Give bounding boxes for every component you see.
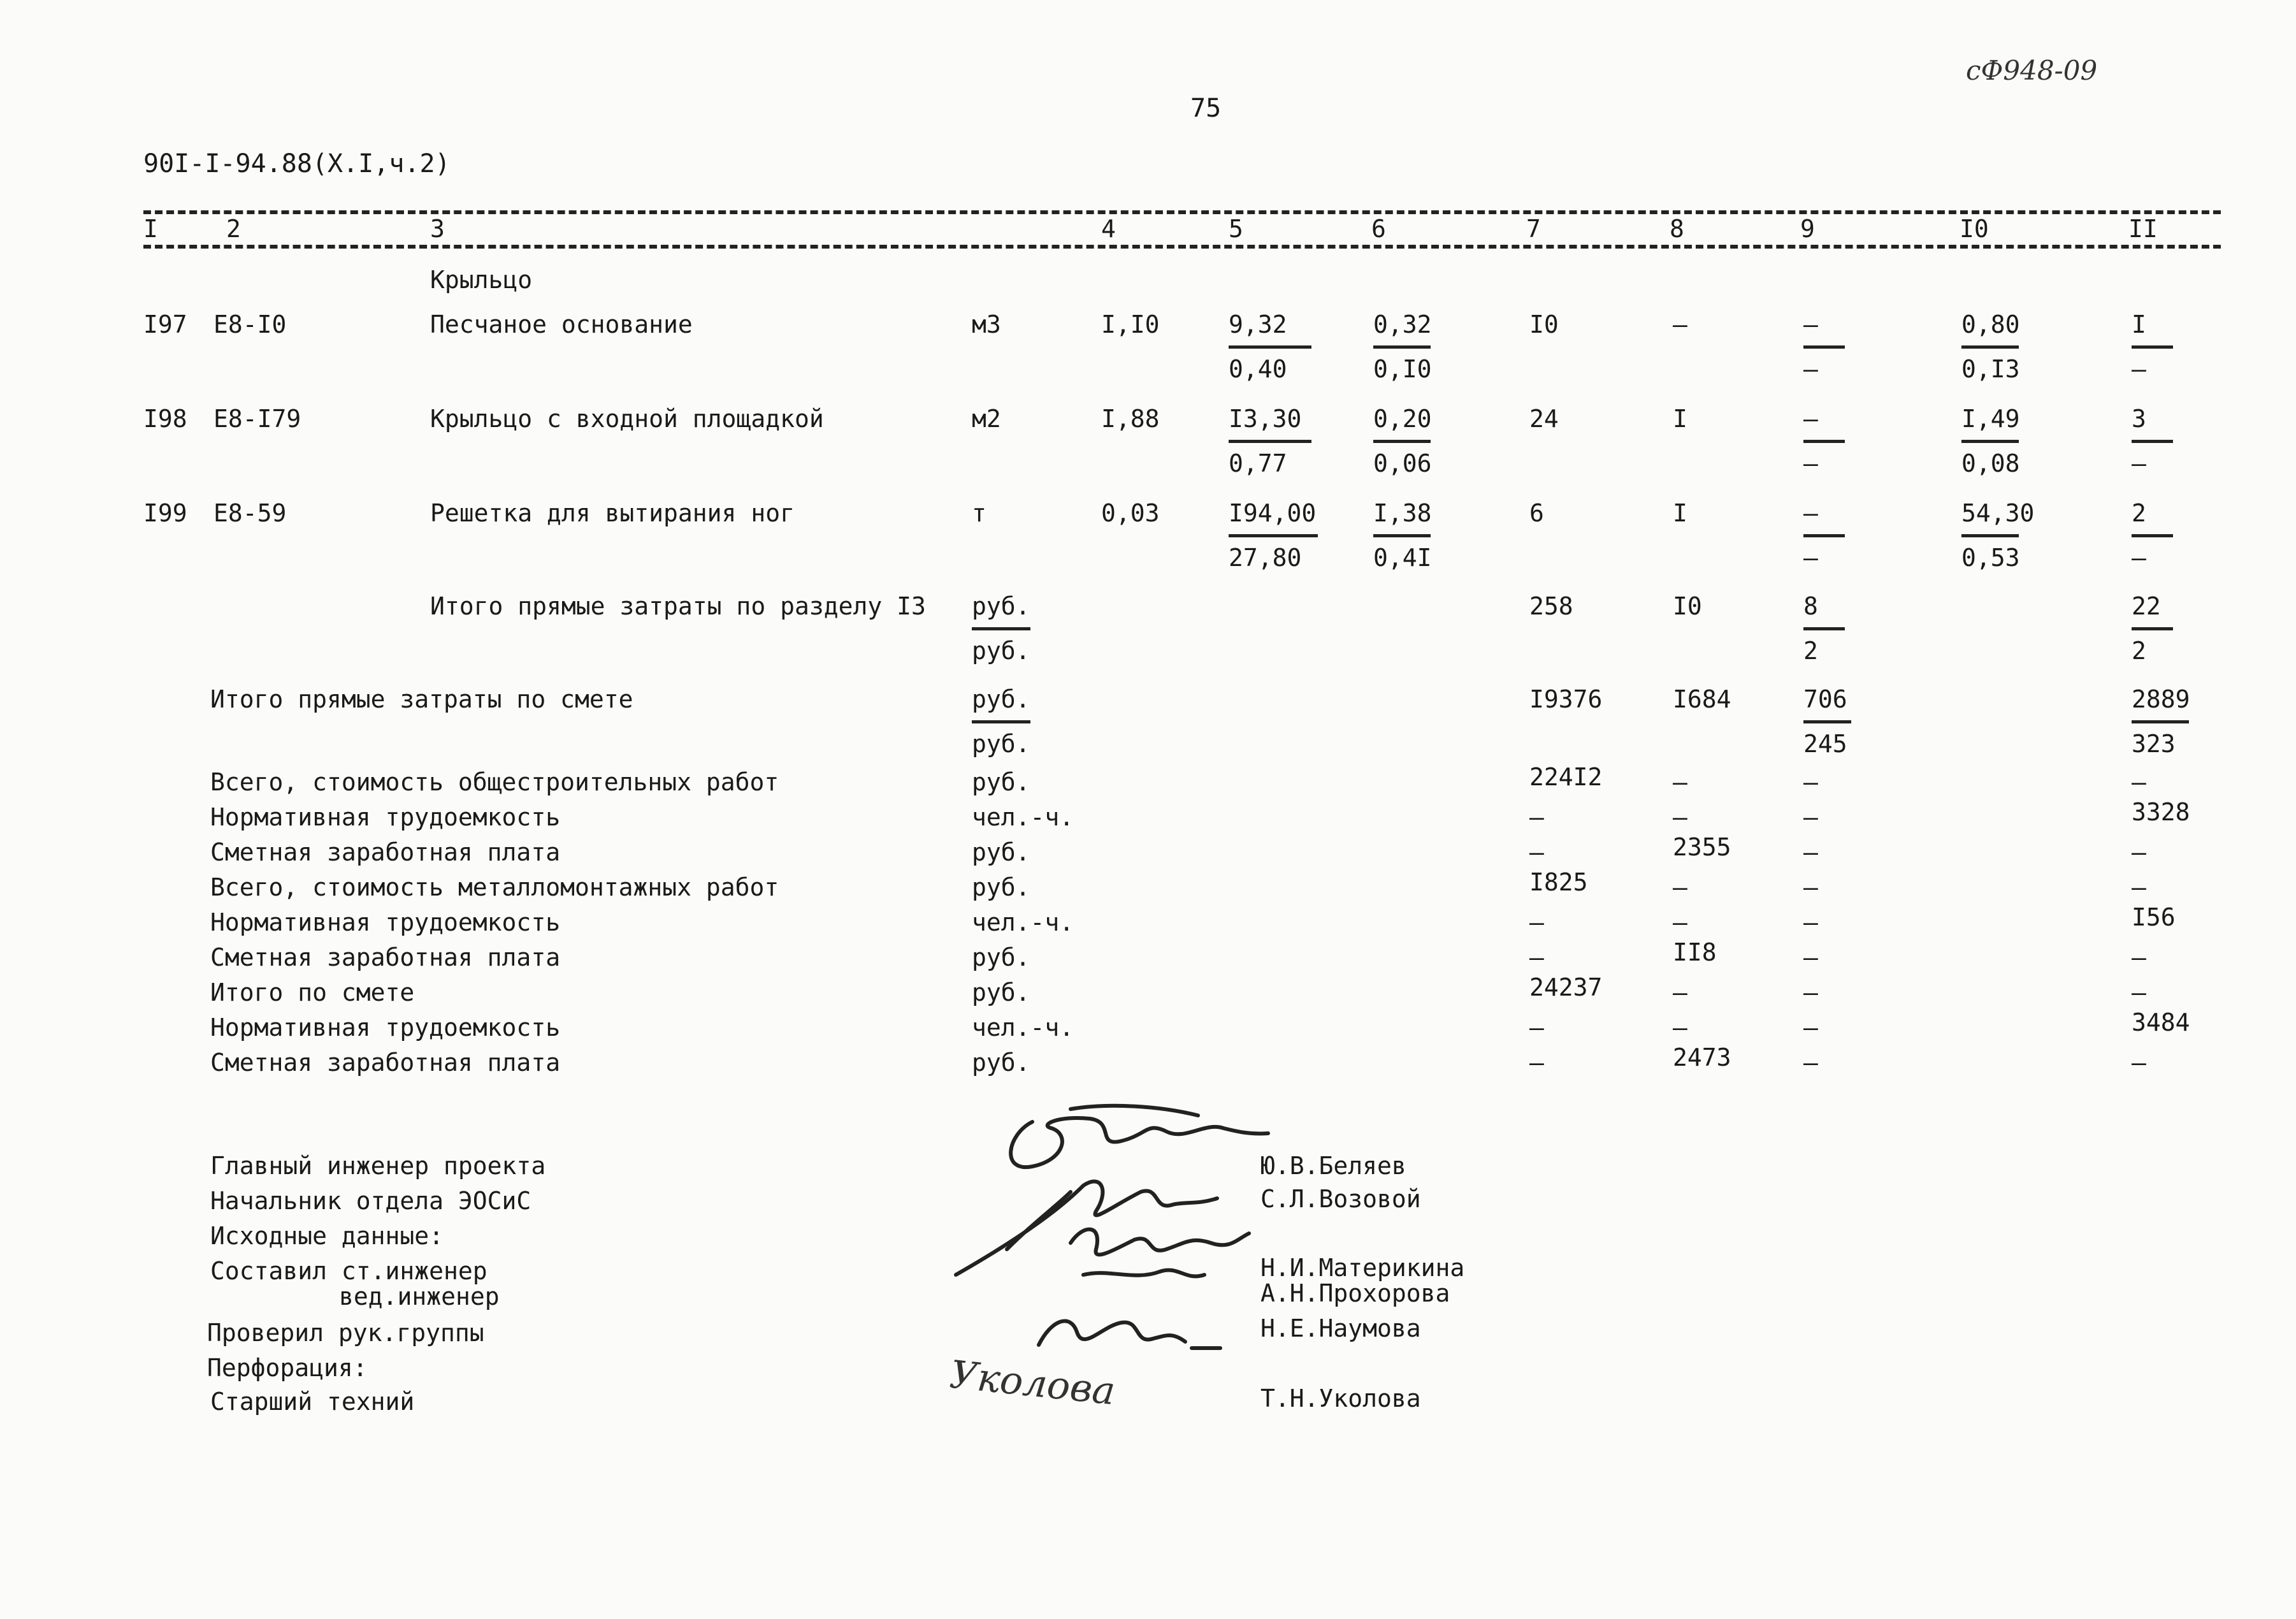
col8-value: I	[1673, 499, 1687, 527]
row-number: I99	[143, 499, 187, 527]
denominator: руб.	[972, 730, 1030, 758]
col9-value: –	[1803, 873, 1818, 901]
denominator: 0,77	[1229, 449, 1287, 477]
numerator: 706	[1803, 685, 1847, 713]
signature-compiled	[1058, 1211, 1255, 1300]
summary-unit: руб.	[972, 873, 1030, 901]
numerator: руб.	[972, 592, 1030, 620]
summary-unit: чел.-ч.	[972, 908, 1074, 936]
denominator: 0,I0	[1373, 355, 1432, 383]
numerator: 2889	[2132, 685, 2190, 713]
col11-value: –	[2132, 838, 2146, 866]
numerator: 3	[2132, 405, 2146, 433]
numerator: 0,32	[1373, 310, 1432, 338]
col8-value: –	[1673, 803, 1687, 831]
col7-value: 24237	[1529, 973, 1603, 1001]
col8-value: –	[1673, 873, 1687, 901]
col11-value: –	[2132, 978, 2146, 1006]
numerator: 0,80	[1961, 310, 2020, 338]
denominator: 323	[2132, 730, 2176, 758]
summary-unit: руб.	[972, 943, 1030, 971]
column-header: 8	[1670, 215, 1684, 243]
name-checked: Н.Е.Наумова	[1260, 1314, 1421, 1342]
col9-value: –	[1803, 768, 1818, 796]
quantity: I,88	[1101, 405, 1160, 433]
denominator: 0,I3	[1961, 355, 2020, 383]
col11-value: –	[2132, 1049, 2146, 1077]
summary-unit: руб.	[972, 978, 1030, 1006]
col8-value: II8	[1673, 938, 1717, 966]
col11-value: I56	[2132, 903, 2176, 931]
col8-value: I	[1673, 405, 1687, 433]
role-department-head: Начальник отдела ЭОСиС	[210, 1187, 531, 1215]
header-bottom-rule	[143, 245, 2221, 249]
denominator: –	[1803, 355, 1818, 383]
summary-label: Сметная заработная плата	[210, 1049, 561, 1077]
column-header: 7	[1526, 215, 1541, 243]
col7-value: –	[1529, 908, 1544, 936]
summary-label: Сметная заработная плата	[210, 838, 561, 866]
col9-value: –	[1803, 1049, 1818, 1077]
role-checked: Проверил рук.группы	[207, 1319, 484, 1347]
rate-code: E8-59	[213, 499, 287, 527]
handwritten-ukolova: Уколова	[948, 1352, 1118, 1414]
numerator: 54,30	[1961, 499, 2035, 527]
summary-unit: чел.-ч.	[972, 1013, 1074, 1042]
total-cost: 258	[1529, 592, 1573, 620]
col7-value: 224I2	[1529, 763, 1603, 791]
col9-value: –	[1803, 978, 1818, 1006]
denominator: –	[1803, 544, 1818, 572]
unit: м3	[972, 310, 1001, 338]
col7-value: –	[1529, 943, 1544, 971]
denominator: 245	[1803, 730, 1847, 758]
col7-value: –	[1529, 1013, 1544, 1042]
rate-code: E8-I0	[213, 310, 287, 338]
summary-label: Нормативная трудоемкость	[210, 803, 561, 831]
summary-unit: руб.	[972, 838, 1030, 866]
denominator: 27,80	[1229, 544, 1302, 572]
column-header: I	[143, 215, 158, 243]
col9-value: –	[1803, 838, 1818, 866]
rate-code: E8-I79	[213, 405, 301, 433]
column-header: 5	[1229, 215, 1243, 243]
work-name: Песчаное основание	[430, 310, 693, 338]
summary-label: Сметная заработная плата	[210, 943, 561, 971]
document-code: 90I-I-94.88(X.I,ч.2)	[143, 149, 451, 178]
col9-value: –	[1803, 1013, 1818, 1042]
numerator: I,49	[1961, 405, 2020, 433]
summary-unit: руб.	[972, 768, 1030, 796]
role-compiled-lead: вед.инженер	[339, 1282, 500, 1310]
col7-value: I825	[1529, 868, 1588, 896]
unit: м2	[972, 405, 1001, 433]
column-header: I0	[1960, 215, 1989, 243]
denominator: 2	[2132, 637, 2146, 665]
work-name: Решетка для вытирания ног	[430, 499, 795, 527]
section-title: Крыльцо	[430, 266, 533, 294]
total-cost: I0	[1529, 310, 1559, 338]
column-header: 4	[1101, 215, 1116, 243]
summary-label: Всего, стоимость общестроительных работ	[210, 768, 779, 796]
col9-value: –	[1803, 908, 1818, 936]
row-number: I97	[143, 310, 187, 338]
column-header: 3	[430, 215, 445, 243]
name-compiled: Н.И.Материкина	[1260, 1254, 1465, 1282]
col7-value: –	[1529, 1049, 1544, 1077]
numerator: 8	[1803, 592, 1818, 620]
signature-checked	[1032, 1300, 1224, 1370]
denominator: –	[2132, 449, 2146, 477]
numerator: –	[1803, 405, 1818, 433]
denominator: 0,08	[1961, 449, 2020, 477]
col8-value: –	[1673, 310, 1687, 338]
col8-value: I0	[1673, 592, 1702, 620]
col7-value: –	[1529, 803, 1544, 831]
denominator: –	[2132, 355, 2146, 383]
denominator: руб.	[972, 637, 1030, 665]
denominator: –	[2132, 544, 2146, 572]
numerator: –	[1803, 310, 1818, 338]
numerator: I3,30	[1229, 405, 1302, 433]
col8-value: 2473	[1673, 1043, 1731, 1071]
total-cost: 24	[1529, 405, 1559, 433]
col11-value: –	[2132, 943, 2146, 971]
header-top-rule	[143, 210, 2221, 214]
numerator: 2	[2132, 499, 2146, 527]
summary-label: Итого по смете	[210, 978, 415, 1006]
name-chief-engineer: Ю.В.Беляев	[1260, 1152, 1406, 1180]
unit: т	[972, 499, 986, 527]
col11-value: –	[2132, 768, 2146, 796]
summary-unit: руб.	[972, 1049, 1030, 1077]
role-perforation: Перфорация:	[207, 1354, 368, 1382]
role-chief-engineer: Главный инженер проекта	[210, 1152, 546, 1180]
role-compiled: Составил ст.инженер	[210, 1257, 487, 1285]
summary-label: Нормативная трудоемкость	[210, 908, 561, 936]
summary-unit: чел.-ч.	[972, 803, 1074, 831]
name-compiled-lead: А.Н.Прохорова	[1260, 1279, 1450, 1307]
column-header: 9	[1800, 215, 1815, 243]
name-department-head: С.Л.Возовой	[1260, 1185, 1421, 1213]
numerator: 22	[2132, 592, 2161, 620]
denominator: 0,53	[1961, 544, 2020, 572]
col11-value: 3484	[2132, 1008, 2190, 1036]
summary-label: Нормативная трудоемкость	[210, 1013, 561, 1042]
denominator: 0,4I	[1373, 544, 1432, 572]
numerator: 9,32	[1229, 310, 1287, 338]
col8-value: –	[1673, 908, 1687, 936]
col8-value: 2355	[1673, 833, 1731, 861]
col9-value: –	[1803, 803, 1818, 831]
col9-value: –	[1803, 943, 1818, 971]
numerator: I94,00	[1229, 499, 1317, 527]
archive-stamp: сФ948-09	[1966, 55, 2098, 86]
estimate-total-label: Итого прямые затраты по смете	[210, 685, 633, 713]
denominator: 0,40	[1229, 355, 1287, 383]
name-senior-tech: Т.Н.Уколова	[1260, 1384, 1421, 1412]
numerator: руб.	[972, 685, 1030, 713]
page-number: 75	[1190, 94, 1222, 123]
work-name: Крыльцо с входной площадкой	[430, 405, 824, 433]
numerator: I	[2132, 310, 2146, 338]
total-cost: I9376	[1529, 685, 1603, 713]
col8-value: –	[1673, 768, 1687, 796]
numerator: I,38	[1373, 499, 1432, 527]
col11-value: 3328	[2132, 798, 2190, 826]
total-cost: 6	[1529, 499, 1544, 527]
column-header: II	[2128, 215, 2158, 243]
col11-value: –	[2132, 873, 2146, 901]
numerator: –	[1803, 499, 1818, 527]
col8-value: I684	[1673, 685, 1731, 713]
denominator: –	[1803, 449, 1818, 477]
row-number: I98	[143, 405, 187, 433]
summary-label: Всего, стоимость металломонтажных работ	[210, 873, 779, 901]
denominator: 2	[1803, 637, 1818, 665]
denominator: 0,06	[1373, 449, 1432, 477]
col8-value: –	[1673, 978, 1687, 1006]
role-source-data: Исходные данные:	[210, 1222, 444, 1250]
col7-value: –	[1529, 838, 1544, 866]
role-senior-tech: Старший техний	[210, 1388, 415, 1416]
quantity: 0,03	[1101, 499, 1160, 527]
numerator: 0,20	[1373, 405, 1432, 433]
section-total-label: Итого прямые затраты по разделу I3	[430, 592, 926, 620]
column-header: 2	[226, 215, 241, 243]
column-header: 6	[1371, 215, 1386, 243]
quantity: I,I0	[1101, 310, 1160, 338]
col8-value: –	[1673, 1013, 1687, 1042]
